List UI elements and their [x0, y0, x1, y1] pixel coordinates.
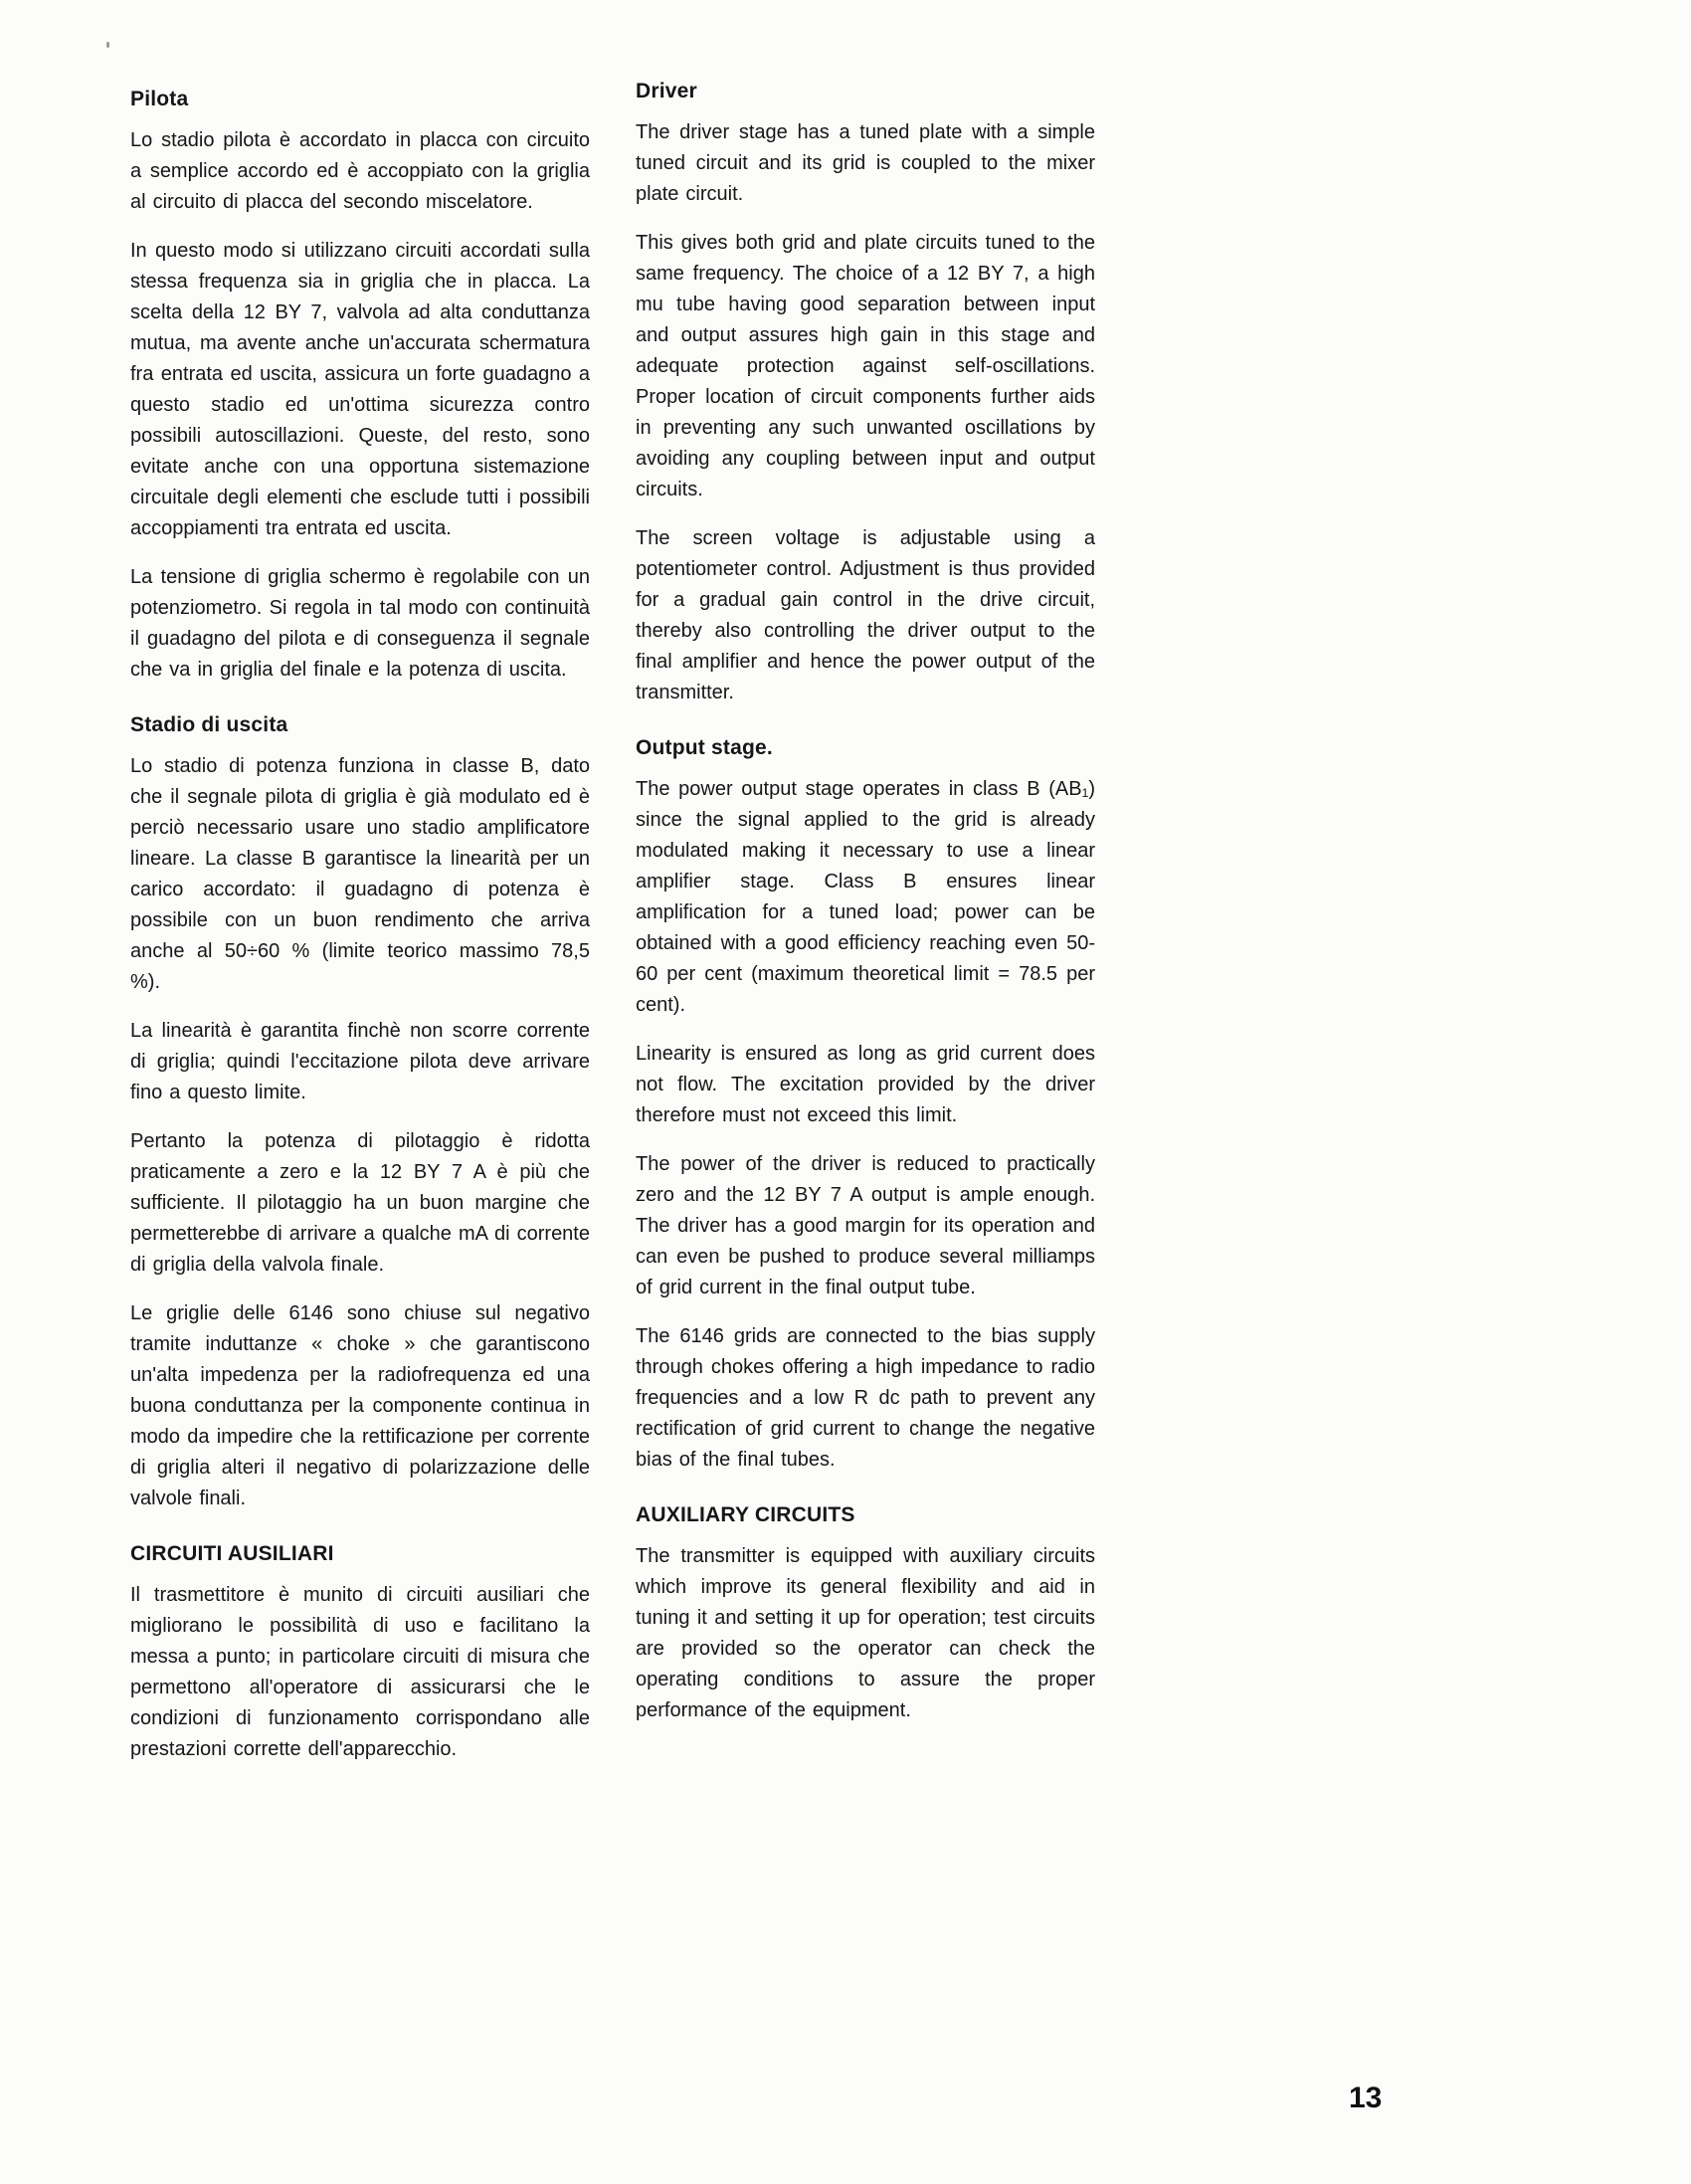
section-driver: [636, 80, 1095, 708]
paragraph: Pertanto la potenza di pilotaggio è ridotta praticamente a zero e la 12 BY 7 A è più che sufficiente. Il pilotaggio ha un buon margine che permetterebbe di arrivare a qualche mA di corrente di griglia della valvola finale.: [130, 1130, 590, 1276]
section-heading: Driver: [636, 80, 697, 102]
paragraph: In questo modo si utilizzano circuiti accordati sulla stessa frequenza sia in griglia che in placca. La scelta della 12 BY 7, valvola ad alta conduttanza mutua, ma avente anche un'accurata schermatura fra entrata ed uscita, assicura un forte guadagno a questo stadio ed un'ottima sicurezza contro possibili autoscillazioni. Queste, del resto, sono evitate anche con una opportuna sistemazione circuitale degli elementi che esclude tutti i possibili accoppiamenti tra entrata ed uscita.: [130, 240, 590, 539]
paragraph: The screen voltage is adjustable using a potentiometer control. Adjustment is thus provided for a gradual gain control in the drive circuit, thereby also controlling the driver output to the final amplifier and hence the power output of the transmitter.: [636, 527, 1095, 703]
paragraph: La linearità è garantita finchè non scorre corrente di griglia; quindi l'eccitazione pilota deve arrivare fino a questo limite.: [130, 1020, 590, 1103]
column-italian: [130, 88, 590, 1783]
section-output-stage: [636, 736, 1095, 1476]
section-circuiti-ausiliari: [130, 1542, 590, 1765]
paragraph: Linearity is ensured as long as grid current does not flow. The excitation provided by the driver therefore must not exceed this limit.: [636, 1043, 1095, 1126]
page-number: 13: [1349, 2082, 1383, 2114]
section-heading: Pilota: [130, 88, 189, 110]
section-heading: Output stage.: [636, 736, 773, 759]
section-heading: Stadio di uscita: [130, 713, 288, 736]
section-pilota: [130, 88, 590, 686]
column-english: [636, 80, 1095, 1744]
paragraph: The power of the driver is reduced to practically zero and the 12 BY 7 A output is ample enough. The driver has a good margin for its operation and can even be pushed to produce several milliamps of grid current in the final output tube.: [636, 1153, 1095, 1298]
paragraph: The transmitter is equipped with auxiliary circuits which improve its general flexibility and aid in tuning it and setting it up for operation; test circuits are provided so the operator can check the operating conditions to assure the proper performance of the equipment.: [636, 1545, 1095, 1721]
section-heading: CIRCUITI AUSILIARI: [130, 1542, 334, 1565]
section-heading: AUXILIARY CIRCUITS: [636, 1503, 855, 1526]
paragraph: Il trasmettitore è munito di circuiti ausiliari che migliorano le possibilità di uso e facilitano la messa a punto; in particolare circuiti di misura che permettono all'operatore di assicurarsi che le condizioni di funzionamento corrispondano alle prestazioni corrette dell'apparecchio.: [130, 1584, 590, 1760]
section-auxiliary-circuits: [636, 1503, 1095, 1726]
paragraph: The power output stage operates in class B (AB₁) since the signal applied to the grid is already modulated making it necessary to use a linear amplifier stage. Class B ensures linear amplification for a tuned load; power can be obtained with a good efficiency reaching even 50-60 per cent (maximum theoretical limit = 78.5 per cent).: [636, 778, 1095, 1016]
paragraph: Lo stadio di potenza funziona in classe B, dato che il segnale pilota di griglia è già modulato ed è perciò necessario usare uno stadio amplificatore lineare. La classe B garantisce la linearità per un carico accordato: il guadagno di potenza è possibile con un buon rendimento che arriva anche al 50÷60 % (limite teorico massimo 78,5 %).: [130, 755, 590, 993]
section-stadio-di-uscita: [130, 713, 590, 1514]
paragraph: Le griglie delle 6146 sono chiuse sul negativo tramite induttanze « choke » che garantiscono un'alta impedenza per la radiofrequenza ed una buona conduttanza per la componente continua in modo da impedire che la rettificazione per corrente di griglia alteri il negativo di polarizzazione delle valvole finali.: [130, 1302, 590, 1509]
scan-artifact: [106, 42, 109, 48]
paragraph: Lo stadio pilota è accordato in placca con circuito a semplice accordo ed è accoppiato con la griglia al circuito di placca del secondo miscelatore.: [130, 129, 590, 213]
paragraph: The driver stage has a tuned plate with a simple tuned circuit and its grid is coupled to the mixer plate circuit.: [636, 121, 1095, 205]
paragraph: La tensione di griglia schermo è regolabile con un potenziometro. Si regola in tal modo con continuità il guadagno del pilota e di conseguenza il segnale che va in griglia del finale e la potenza di uscita.: [130, 566, 590, 681]
paragraph: This gives both grid and plate circuits tuned to the same frequency. The choice of a 12 BY 7, a high mu tube having good separation between input and output assures high gain in this stage and adequate protection against self-oscillations. Proper location of circuit components further aids in preventing any such unwanted oscillations by avoiding any coupling between input and output circuits.: [636, 232, 1095, 500]
paragraph: The 6146 grids are connected to the bias supply through chokes offering a high impedance to radio frequencies and a low R dc path to prevent any rectification of grid current to change the negative bias of the final tubes.: [636, 1325, 1095, 1471]
